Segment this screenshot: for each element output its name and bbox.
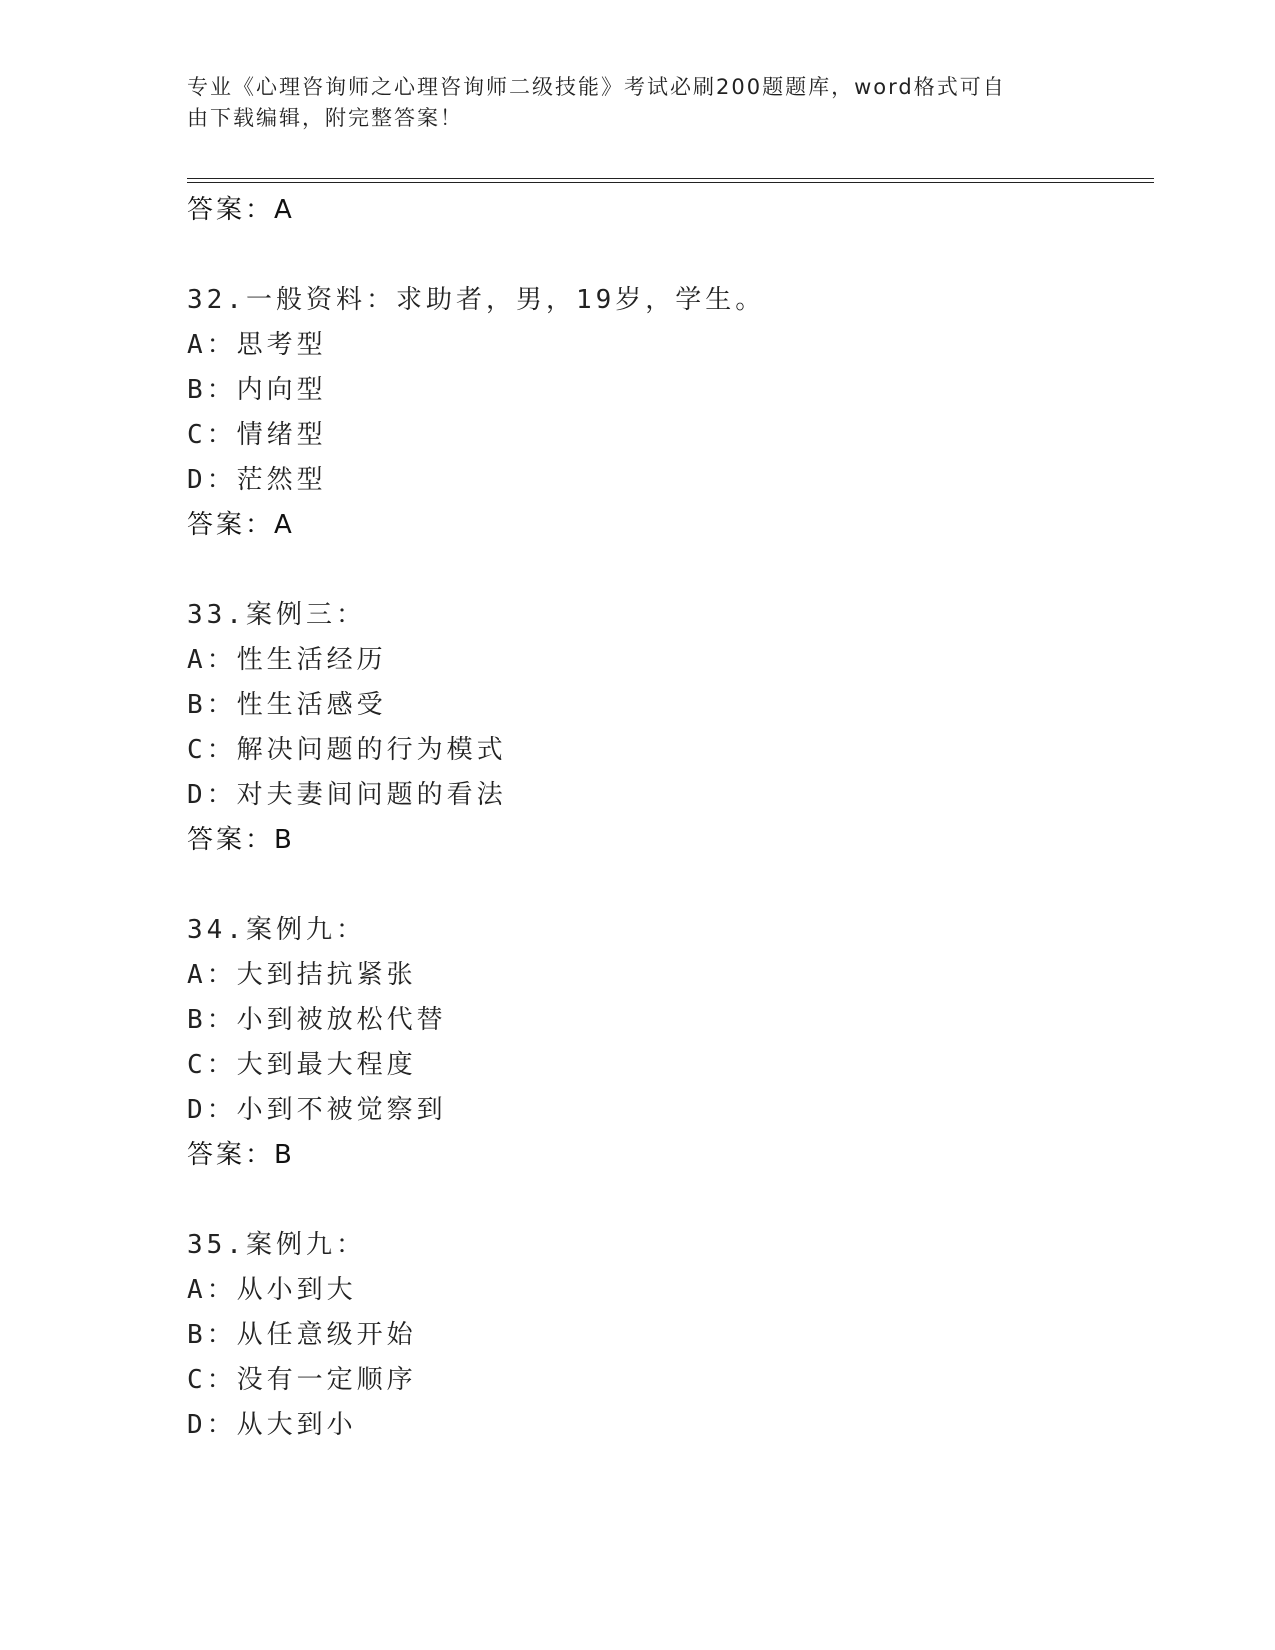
question-title: 35.案例九： [187, 1230, 366, 1260]
option-c: C：没有一定顺序 [187, 1365, 417, 1395]
option-c: C：解决问题的行为模式 [187, 735, 507, 765]
option-b: B：内向型 [187, 375, 327, 405]
option-b: B：从任意级开始 [187, 1320, 417, 1350]
option-b: B：性生活感受 [187, 690, 387, 720]
option-b: B：小到被放松代替 [187, 1005, 447, 1035]
document-header [187, 72, 1087, 134]
option-a: A：大到拮抗紧张 [187, 960, 417, 990]
option-c: C：大到最大程度 [187, 1050, 417, 1080]
option-d: D：对夫妻间问题的看法 [187, 780, 507, 810]
header-divider [187, 178, 1154, 183]
option-c: C：情绪型 [187, 420, 327, 450]
question-title: 33.案例三： [187, 600, 366, 630]
option-d: D：茫然型 [187, 465, 327, 495]
header-line-1: 专业《心理咨询师之心理咨询师二级技能》考试必刷200题题库，word格式可自 [187, 75, 1006, 99]
option-d: D：小到不被觉察到 [187, 1095, 447, 1125]
answer-line: 答案：B [187, 825, 295, 855]
answer-line: 答案：A [187, 510, 295, 540]
answer-line: 答案：A [187, 195, 295, 225]
question-title: 32.一般资料：求助者，男，19岁，学生。 [187, 285, 766, 315]
header-line-2: 由下载编辑，附完整答案！ [187, 106, 463, 130]
option-a: A：思考型 [187, 330, 327, 360]
option-d: D：从大到小 [187, 1410, 357, 1440]
option-a: A：从小到大 [187, 1275, 357, 1305]
question-title: 34.案例九： [187, 915, 366, 945]
option-a: A：性生活经历 [187, 645, 387, 675]
answer-line: 答案：B [187, 1140, 295, 1170]
